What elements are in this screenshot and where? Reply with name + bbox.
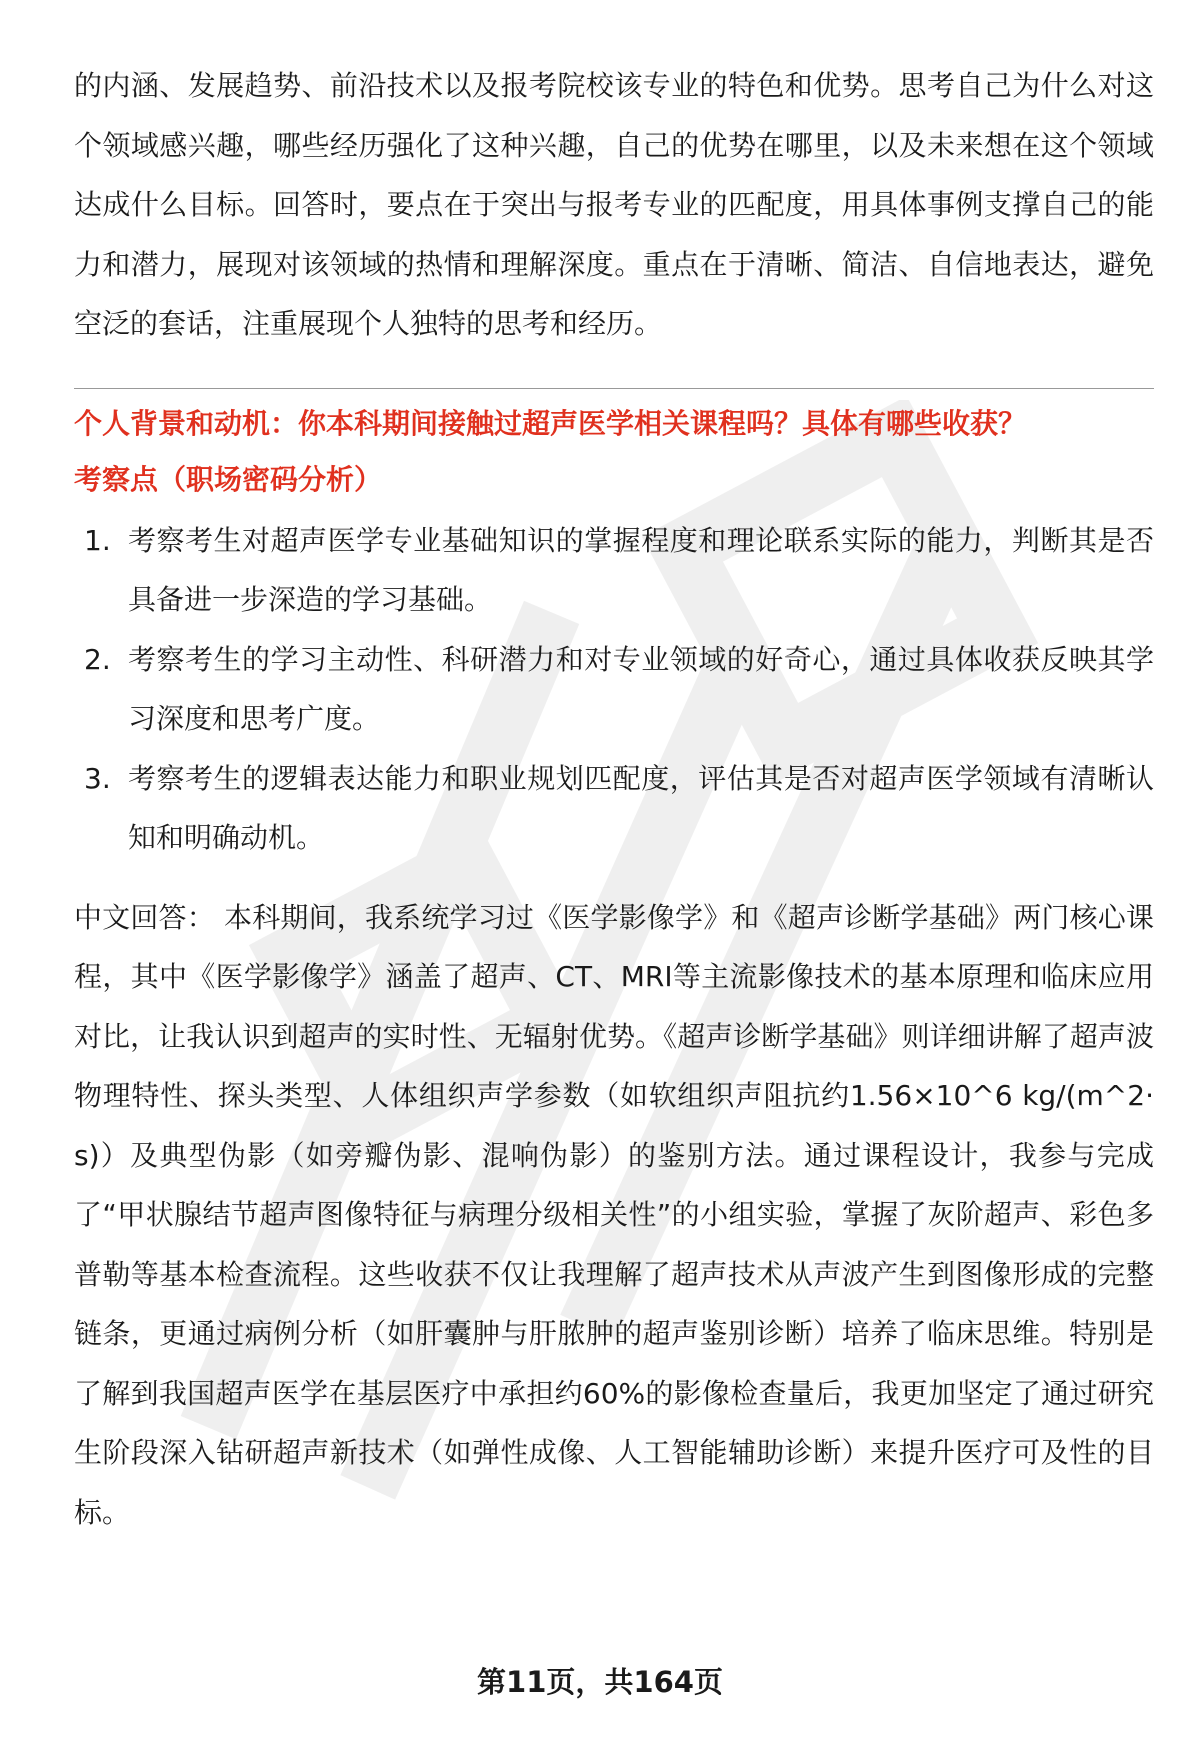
list-item-number: 1. [84, 523, 111, 557]
page-footer: 第11页，共164页 [477, 1665, 723, 1699]
assessment-subheading: 考察点（职场密码分析） [74, 462, 383, 496]
list-item-text: 考察考生的学习主动性、科研潜力和对专业领域的好奇心，通过具体收获反映其学习深度和思考广度。 [128, 642, 1154, 735]
page-content [74, 56, 1154, 1542]
list-item [74, 749, 1154, 868]
question-heading: 个人背景和动机：你本科期间接触过超声医学相关课程吗？具体有哪些收获？ [74, 406, 1027, 440]
section-divider [74, 388, 1154, 389]
list-item-text: 考察考生对超声医学专业基础知识的掌握程度和理论联系实际的能力，判断其是否具备进一步深造的学习基础。 [128, 523, 1154, 616]
answer-label: 中文回答： [74, 900, 215, 934]
intro-paragraph: 的内涵、发展趋势、前沿技术以及报考院校该专业的特色和优势。思考自己为什么对这个领域感兴趣，哪些经历强化了这种兴趣，自己的优势在哪里，以及未来想在这个领域达成什么目标。回答时，要点在于突出与报考专业的匹配度，用具体事例支撑自己的能力和潜力，展现对该领域的热情和理解深度。重点在于清晰、简洁、自信地表达，避免空泛的套话，注重展现个人独特的思考和经历。 [74, 69, 1154, 340]
list-item-text: 考察考生的逻辑表达能力和职业规划匹配度，评估其是否对超声医学领域有清晰认知和明确动机。 [128, 761, 1154, 854]
list-item [74, 511, 1154, 630]
answer-text: 本科期间，我系统学习过《医学影像学》和《超声诊断学基础》两门核心课程，其中《医学影像学》涵盖了超声、CT、MRI等主流影像技术的基本原理和临床应用对比，让我认识到超声的实时性、无辐射优势。《超声诊断学基础》则详细讲解了超声波物理特性、探头类型、人体组织声学参数（如软组织声阻抗约1.56×10^6 kg/(m^2·s)）及典型伪影（如旁瓣伪影、混响伪影）的鉴别方法。通过课程设计，我参与完成了“甲状腺结节超声图像特征与病理分级相关性”的小组实验，掌握了灰阶超声、彩色多普勒等基本检查流程。这些收获不仅让我理解了超声技术从声波产生到图像形成的完整链条，更通过病例分析（如肝囊肿与肝脓肿的超声鉴别诊断）培养了临床思维。特别是了解到我国超声医学在基层医疗中承担约60%的影像检查量后，我更加坚定了通过研究生阶段深入钻研超声新技术（如弹性成像、人工智能辅助诊断）来提升医疗可及性的目标。 [74, 900, 1154, 1529]
list-item-number: 2. [84, 642, 111, 676]
answer-paragraph [74, 888, 1154, 1543]
list-item [74, 630, 1154, 749]
list-item-number: 3. [84, 761, 111, 795]
assessment-points-list [74, 511, 1154, 868]
